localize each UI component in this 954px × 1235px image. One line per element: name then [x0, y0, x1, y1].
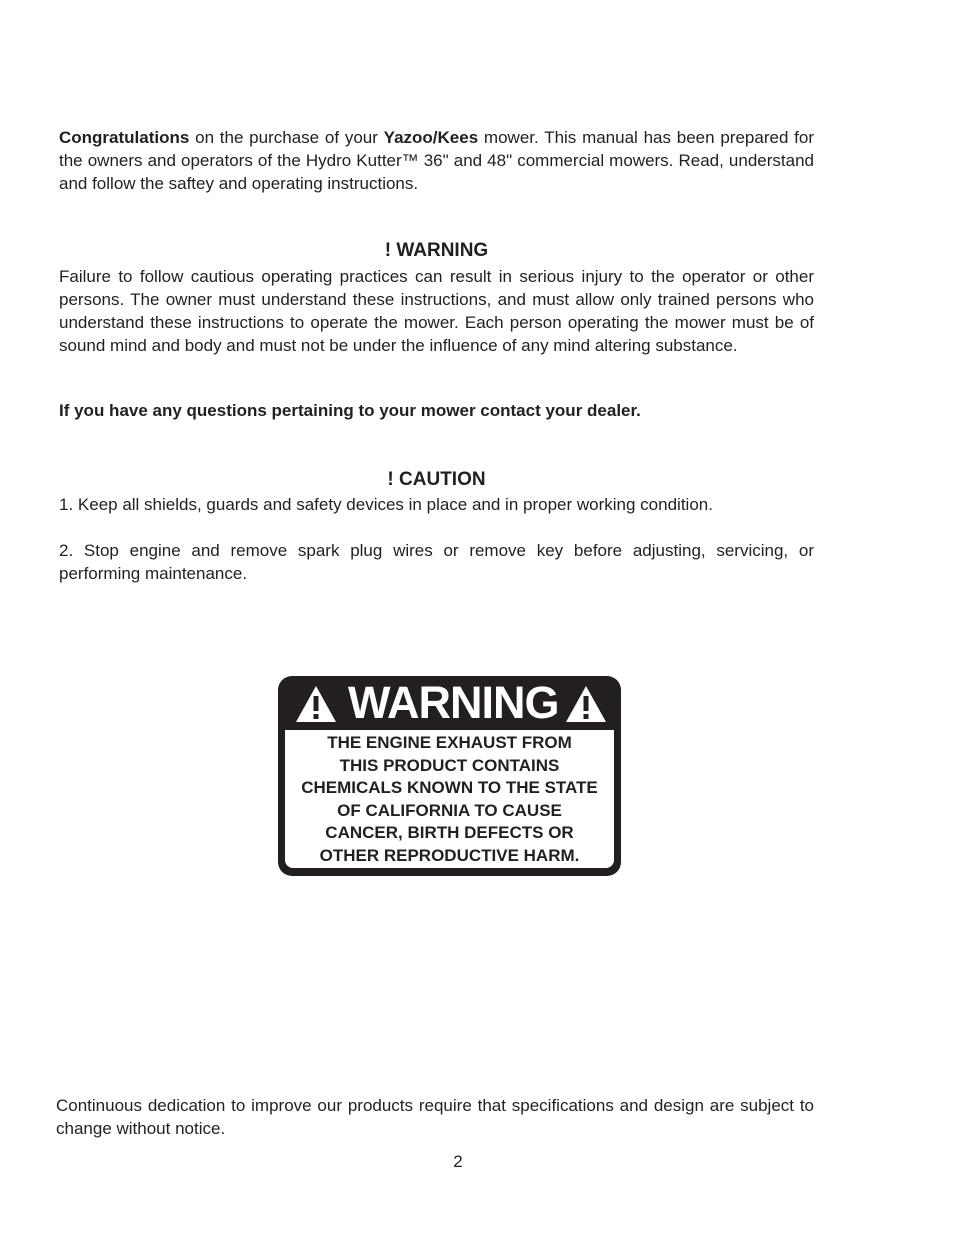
caution-item-2: 2. Stop engine and remove spark plug wires or remove key before adjusting, servicing, or performing maintenance. [59, 541, 814, 583]
decal-title: WARNING [348, 677, 559, 728]
caution-heading: ! CAUTION [387, 469, 486, 490]
intro-paragraph [59, 126, 814, 195]
decal-line: OTHER REPRODUCTIVE HARM. [319, 845, 580, 865]
warning-heading: ! WARNING [384, 240, 489, 261]
intro-text-1: on the purchase of your [189, 128, 384, 147]
decal-line: THIS PRODUCT CONTAINS [339, 755, 560, 775]
intro-text-2: mower. This manual has been prepared for the owners and operators of the Hydro Kutter™ 36" and 48" commercial mowers. Read, understand and follow the saftey and operating instructions. [59, 128, 815, 193]
brand-name: Yazoo/Kees [383, 128, 479, 147]
dealer-contact-note: If you have any questions pertaining to your mower contact your dealer. [59, 401, 641, 420]
decal-line: THE ENGINE EXHAUST FROM [327, 733, 572, 752]
decal-message [285, 730, 614, 868]
decal-line: CANCER, BIRTH DEFECTS OR [325, 823, 574, 842]
congratulations-text: Congratulations [59, 128, 190, 147]
caution-item-1: 1. Keep all shields, guards and safety devices in place and in proper working condition. [59, 495, 713, 514]
decal-line: CHEMICALS KNOWN TO THE STATE [301, 778, 598, 797]
decal-header [278, 676, 621, 730]
change-notice: Continuous dedication to improve our products require that specifications and design are subject to change without notice. [56, 1096, 814, 1138]
warning-triangle-icon [294, 684, 338, 724]
warning-decal [278, 676, 621, 876]
warning-body: Failure to follow cautious operating practices can result in serious injury to the operator or other persons. The owner must understand these instructions, and must allow only trained persons who understand these instructions to operate the mower. Each person operating the mower must be of sound mind and body and must not be under the influence of any mind altering substance. [59, 267, 814, 355]
warning-triangle-icon [564, 684, 608, 724]
decal-line: OF CALIFORNIA TO CAUSE [337, 800, 562, 820]
page-number: 2 [453, 1152, 463, 1171]
